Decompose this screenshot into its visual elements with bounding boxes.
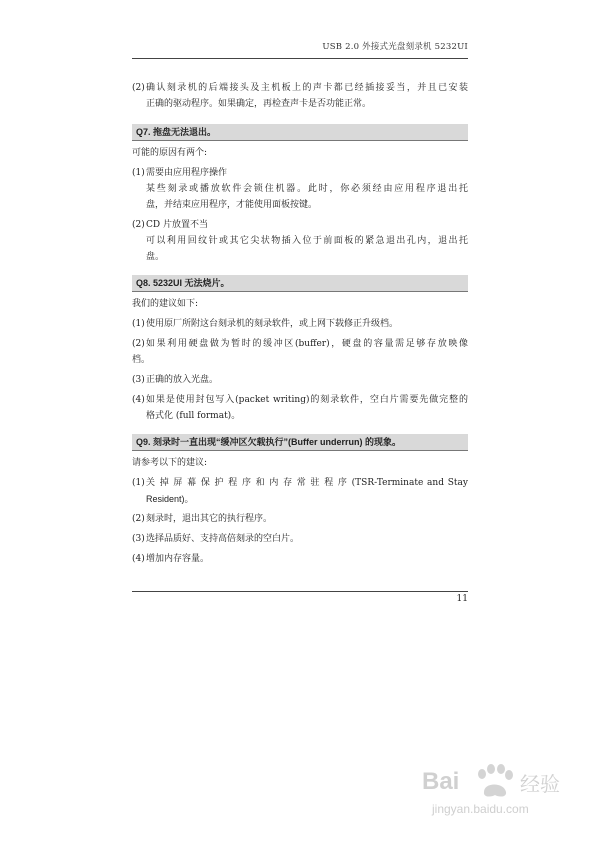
item-text-line: 盘。 (146, 252, 165, 262)
list-item (132, 475, 468, 507)
section-lead: 请参考以下的建议: (132, 458, 208, 468)
list-item (132, 80, 468, 112)
item-text-line: 关 掉 屏 幕 保 护 程 序 和 内 存 常 驻 程 序 (TSR-Terminate and Stay (146, 478, 468, 488)
item-text-line: 档。 (132, 355, 151, 365)
item-number: (4) (132, 554, 145, 564)
item-text-line: 确认刻录机的后端接头及主机板上的声卡都已经插接妥当，并且已安装 (146, 83, 468, 93)
item-text-line: 格式化 (full format)。 (146, 411, 241, 421)
watermark-url: jingyan.baidu.com (432, 802, 529, 816)
item-text-line: 如果是使用封包写入(packet writing)的刻录软件，空白片需要先做完整的 (146, 395, 468, 405)
item-number: (1) (132, 478, 145, 488)
item-text-line: 刻录时，退出其它的执行程序。 (146, 514, 273, 524)
watermark-brand-cn: 经验 (520, 772, 560, 796)
item-number: (2) (132, 220, 145, 230)
list-item (132, 316, 468, 332)
item-text-line: 某些刻录或播放软件会锁住机器。此时，你必须经由应用程序退出托 (146, 184, 468, 194)
running-header: USB 2.0 外接式光盘刻录机 5232UI (322, 42, 468, 52)
item-number: (2) (132, 83, 145, 93)
item-number: (1) (132, 319, 145, 329)
item-text-line: 增加内存容量。 (146, 554, 210, 564)
item-number: (4) (132, 395, 145, 405)
page-body (132, 80, 468, 567)
list-item (132, 392, 468, 424)
item-title: 需要由应用程序操作 (146, 168, 228, 178)
item-number: (2) (132, 339, 145, 349)
item-number: (3) (132, 375, 145, 385)
section-heading-q7: Q7. 拖盘无法退出。 (132, 124, 468, 141)
item-number: (3) (132, 534, 145, 544)
item-text-line: 使用原厂所附这台刻录机的刻录软件，或上网下载修正升级档。 (146, 319, 399, 329)
item-text-line: 正确的放入光盘。 (146, 375, 219, 385)
watermark-brand: Bai (422, 768, 460, 795)
item-title: CD 片放置不当 (146, 220, 208, 230)
list-item (132, 217, 468, 265)
item-text-line: 选择品质好、支持高倍刻录的空白片。 (146, 534, 300, 544)
footer-rule (132, 591, 468, 592)
item-text-line: 可以利用回纹针或其它尖状物插入位于前面板的紧急退出孔内，退出托 (146, 236, 468, 246)
item-text-line: 正确的驱动程序。如果确定，再检查声卡是否功能正常。 (146, 99, 372, 109)
header-rule (132, 58, 468, 59)
list-item (132, 372, 468, 388)
list-item (132, 511, 468, 527)
page-number: 11 (456, 594, 468, 604)
section-heading-q8: Q8. 5232UI 无法烧片。 (132, 275, 468, 292)
section-lead: 可能的原因有两个: (132, 148, 208, 158)
item-text-line: Resident)。 (146, 494, 194, 504)
item-text-line: 盘，并结束应用程序，才能使用面板按键。 (146, 200, 318, 210)
item-text-line: 如果利用硬盘做为暂时的缓冲区(buffer)，硬盘的容量需足够存放映像 (146, 339, 468, 349)
section-lead: 我们的建议如下: (132, 299, 199, 309)
item-number: (2) (132, 514, 145, 524)
baidu-jingyan-watermark (420, 764, 585, 824)
list-item (132, 165, 468, 213)
list-item (132, 551, 468, 567)
list-item (132, 531, 468, 547)
item-number: (1) (132, 168, 145, 178)
list-item (132, 336, 468, 352)
paw-logo-icon (474, 764, 514, 800)
section-heading-q9: Q9. 刻录时一直出现“缓冲区欠载执行”(Buffer underrun) 的现象。 (132, 434, 468, 451)
